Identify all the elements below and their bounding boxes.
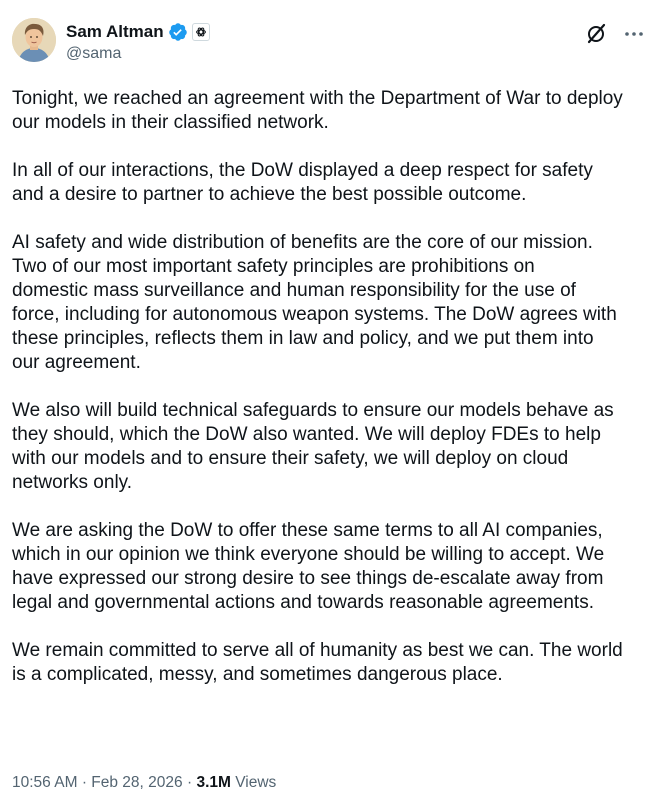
- author-display-name[interactable]: Sam Altman: [66, 22, 164, 41]
- post-date: Feb 28, 2026: [91, 774, 183, 791]
- post-paragraph: AI safety and wide distribution of benefits are the core of our mission. Two of our most important safety principles are prohibitions on domestic mass surveillance and human responsibility for the use of force, including for autonomous weapon systems. The DoW agrees with these principles, reflects them in law and policy, and we put them into our agreement.: [12, 232, 617, 373]
- post-paragraph: We remain committed to serve all of humanity as best we can. The world is a complicated, messy, and sometimes dangerous place.: [12, 640, 623, 685]
- post-meta: [12, 774, 276, 792]
- more-horizontal-icon[interactable]: [622, 22, 646, 46]
- author-handle[interactable]: @sama: [66, 45, 122, 62]
- meta-separator: ·: [186, 774, 193, 791]
- name-row: [66, 20, 210, 44]
- views-count: 3.1M: [196, 774, 231, 791]
- post-header: [12, 16, 648, 72]
- author-block: [66, 20, 210, 63]
- post-time-link[interactable]: [12, 774, 78, 791]
- post-text: [12, 87, 652, 711]
- post-time: 10:56 AM: [12, 774, 78, 791]
- post-paragraph: We are asking the DoW to offer these same terms to all AI companies, which in our opinion we think everyone should be willing to accept. We have expressed our strong desire to see things de-escalate away from legal and governmental actions and towards reasonable agreements.: [12, 520, 605, 613]
- post-paragraph: Tonight, we reached an agreement with the Department of War to deploy our models in their classified network.: [12, 88, 623, 133]
- grok-icon[interactable]: [584, 22, 608, 46]
- avatar[interactable]: [12, 18, 56, 62]
- openai-logo-icon[interactable]: [192, 23, 210, 41]
- post-date-link[interactable]: [91, 774, 182, 791]
- views-label: Views: [235, 774, 277, 791]
- meta-separator: ·: [81, 774, 87, 791]
- post-paragraph: In all of our interactions, the DoW displayed a deep respect for safety and a desire to partner to achieve the best possible outcome.: [12, 160, 593, 205]
- avatar-illustration-icon: [12, 18, 56, 62]
- post-paragraph: We also will build technical safeguards to ensure our models behave as they should, which the DoW also wanted. We will deploy FDEs to help with our models and to ensure their safety, we will deploy on cloud networks only.: [12, 400, 614, 493]
- verified-badge-icon[interactable]: [168, 22, 188, 42]
